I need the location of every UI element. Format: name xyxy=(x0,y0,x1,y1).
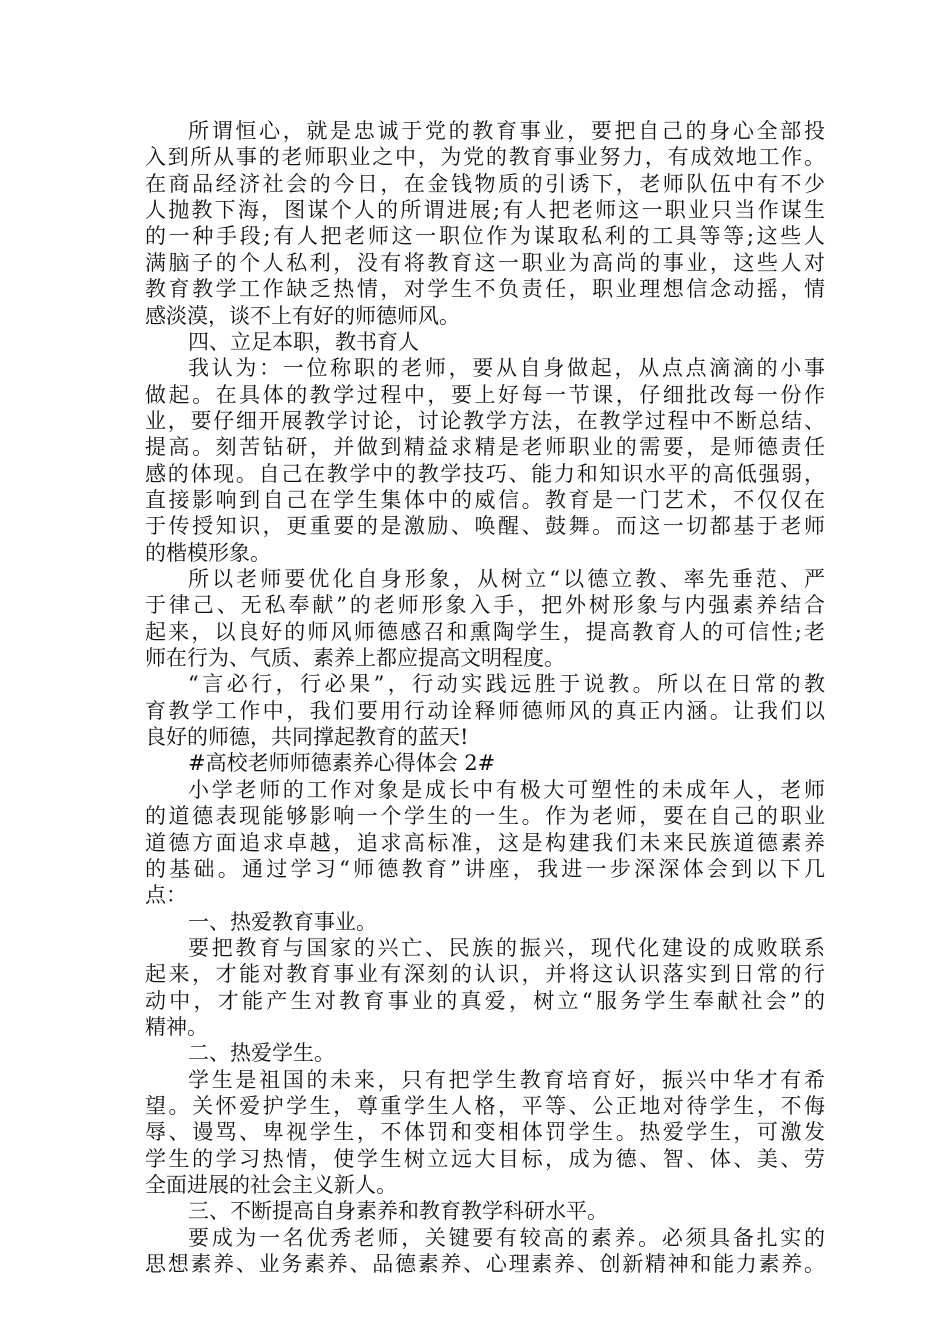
text-line: 所谓恒心，就是忠诚于党的教育事业，要把自己的身心全部投 xyxy=(188,119,825,143)
text-line: 于传授知识，更重要的是激励、唤醒、鼓舞。而这一切都基于老师 xyxy=(145,514,825,539)
text-line: 动中，才能产生对教育事业的真爱，树立“服务学生奉献社会”的 xyxy=(145,988,825,1013)
text-line: 在商品经济社会的今日，在金钱物质的引诱下，老师队伍中有不少 xyxy=(145,171,825,196)
text-line: 学生是祖国的未来，只有把学生教育培育好，振兴中华才有希 xyxy=(188,1067,825,1092)
text-line: 所以老师要优化自身形象，从树立“以德立教、率先垂范、严 xyxy=(188,567,825,591)
text-line: 要成为一名优秀老师，关键要有较高的素养。必须具备扎实的 xyxy=(188,1225,825,1250)
text-line: 二、热爱学生。 xyxy=(188,1041,335,1066)
text-line: 精神。 xyxy=(145,1014,208,1039)
text-line: 人抛教下海，图谋个人的所谓进展;有人把老师这一职业只当作谋生 xyxy=(145,198,825,223)
text-line: 思想素养、业务素养、品德素养、心理素养、创新精神和能力素养。 xyxy=(145,1252,825,1276)
text-line: 提高。刻苦钻研，并做到精益求精是老师职业的需要，是师德责任 xyxy=(145,435,825,460)
text-line: 做起。在具体的教学过程中，要上好每一节课，仔细批改每一份作 xyxy=(145,382,825,407)
text-line: 我认为：一位称职的老师，要从自身做起，从点点滴滴的小事 xyxy=(188,356,825,381)
text-line: 全面进展的社会主义新人。 xyxy=(145,1173,397,1197)
text-line: 的基础。通过学习“师德教育”讲座，我进一步深深体会到以下几 xyxy=(145,856,825,881)
text-line: “言必行，行必果”，行动实践远胜于说教。所以在日常的教 xyxy=(188,672,825,697)
text-line: 直接影响到自己在学生集体中的威信。教育是一门艺术，不仅仅在 xyxy=(145,487,825,512)
text-line: 望。关怀爱护学生，尊重学生人格，平等、公正地对待学生，不侮 xyxy=(145,1094,825,1118)
text-line: 学生的学习热情，使学生树立远大目标，成为德、智、体、美、劳 xyxy=(145,1146,825,1171)
text-line: 的楷模形象。 xyxy=(145,540,271,565)
text-line: 的道德表现能够影响一个学生的一生。作为老师，要在自己的职业 xyxy=(145,804,825,829)
text-line: 于律己、无私奉献”的老师形象入手，把外树形象与内强素养结合 xyxy=(145,593,825,618)
text-line: 师在行为、气质、素养上都应提高文明程度。 xyxy=(145,646,565,670)
text-line: 三、不断提高自身素养和教育教学科研水平。 xyxy=(188,1199,608,1224)
text-line: 一、热爱教育事业。 xyxy=(188,909,377,934)
text-line: 点： xyxy=(145,883,187,908)
text-line: #高校老师师德素养心得体会 2# xyxy=(188,751,496,776)
text-line: 业，要仔细开展教学讨论，讨论教学方法，在教学过程中不断总结、 xyxy=(145,408,825,433)
text-line: 辱、谩骂、卑视学生，不体罚和变相体罚学生。热爱学生，可激发 xyxy=(145,1120,825,1145)
text-line: 满脑子的个人私利，没有将教育这一职业为高尚的事业，这些人对 xyxy=(145,250,825,275)
text-line: 道德方面追求卓越，追求高标准，这是构建我们未来民族道德素养 xyxy=(145,830,825,855)
text-line: 起来，才能对教育事业有深刻的认识，并将这认识落实到日常的行 xyxy=(145,962,825,987)
text-line: 感淡漠，谈不上有好的师德师风。 xyxy=(145,303,460,328)
text-line: 教育教学工作缺乏热情，对学生不负责任，职业理想信念动摇，情 xyxy=(145,277,825,302)
text-line: 要把教育与国家的兴亡、民族的振兴，现代化建设的成败联系 xyxy=(188,935,825,960)
text-line: 入到所从事的老师职业之中，为党的教育事业努力，有成效地工作。 xyxy=(145,145,825,170)
text-line: 的一种手段;有人把老师这一职位作为谋取私利的工具等等;这些人 xyxy=(145,224,825,249)
text-line: 四、立足本职，教书育人 xyxy=(188,329,419,354)
text-line: 小学老师的工作对象是成长中有极大可塑性的未成年人，老师 xyxy=(188,777,825,802)
text-line: 起来，以良好的师风师德感召和熏陶学生，提高教育人的可信性;老 xyxy=(145,619,825,644)
text-line: 感的体现。自己在教学中的教学技巧、能力和知识水平的高低强弱， xyxy=(145,461,825,486)
text-line: 良好的师德，共同撑起教育的蓝天! xyxy=(145,725,469,750)
text-line: 育教学工作中，我们要用行动诠释师德师风的真正内涵。让我们以 xyxy=(145,698,825,723)
